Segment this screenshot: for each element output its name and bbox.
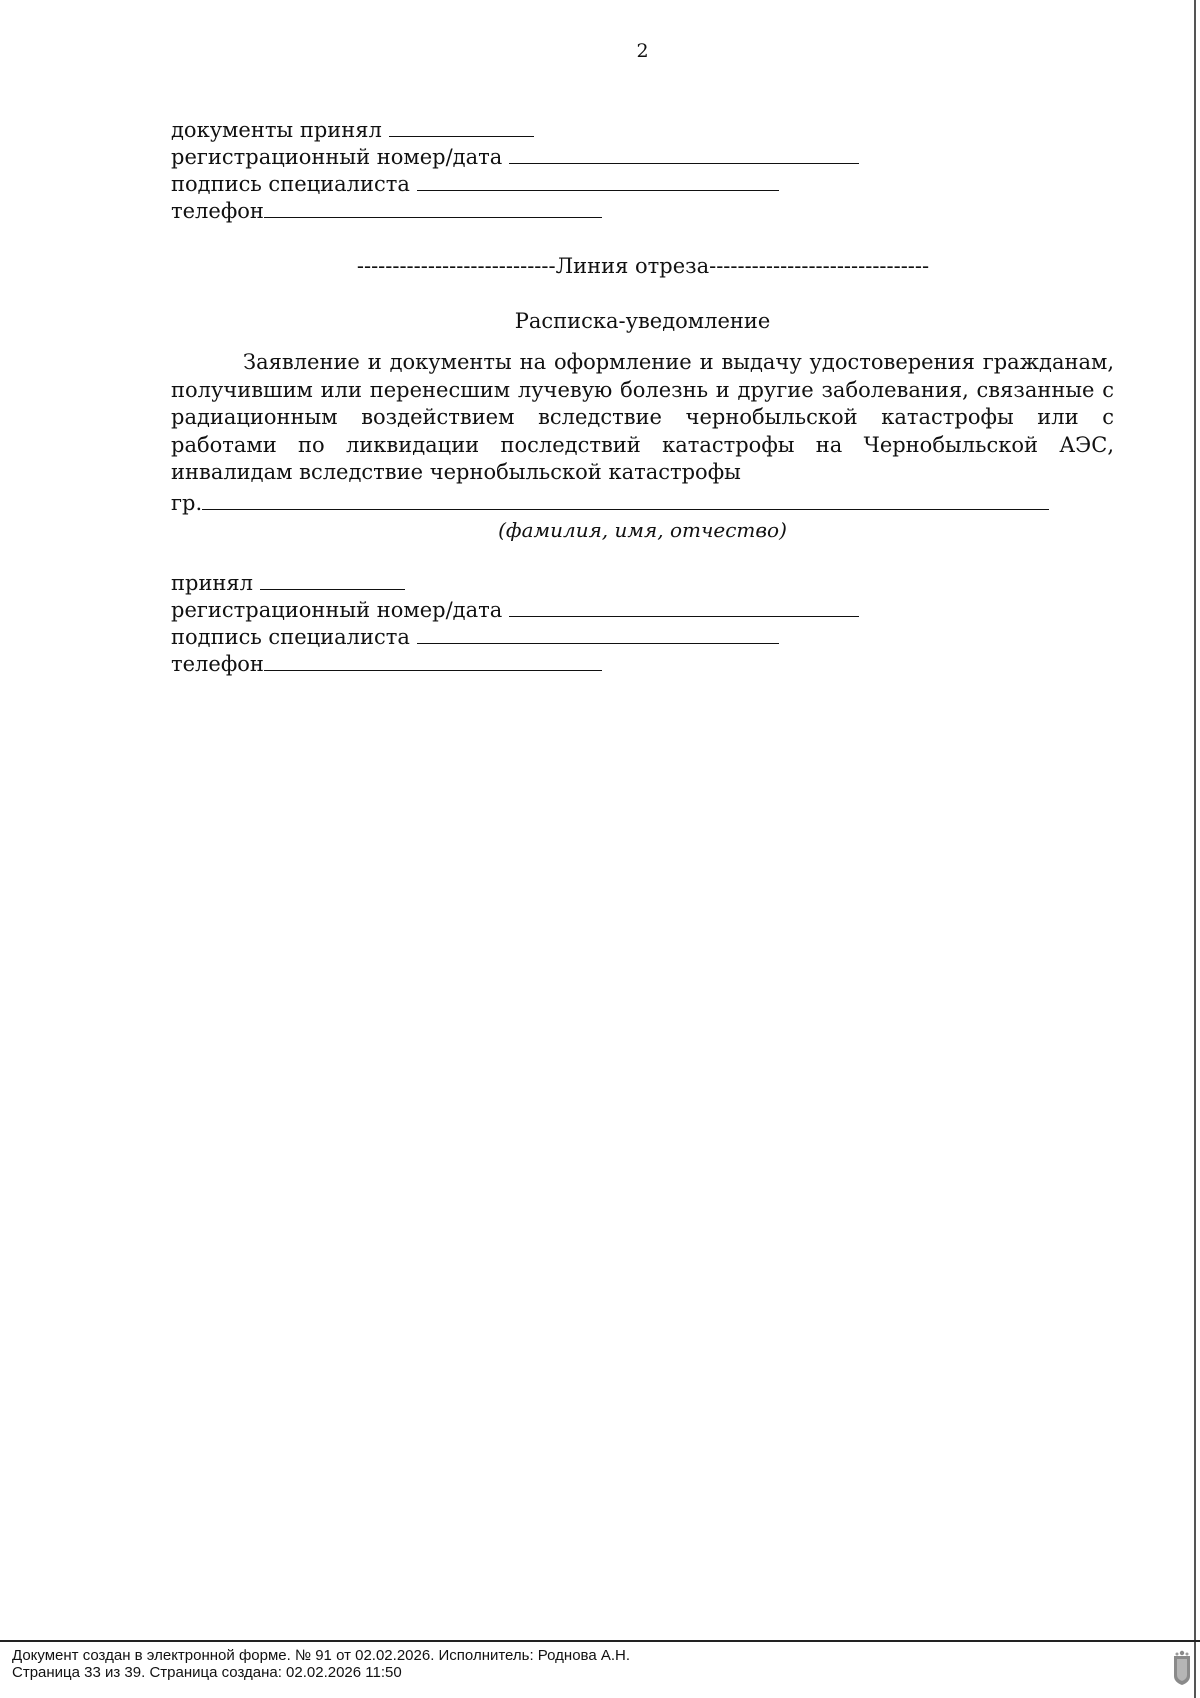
phone-blank[interactable] (264, 197, 602, 218)
page-edge (1194, 0, 1196, 1698)
reg-line-top (171, 143, 859, 171)
cut-line: ----------------------------Линия отреза------------------------------- (356, 254, 930, 278)
phone-label: телефон (171, 199, 264, 223)
reg-label: регистрационный номер/дата (171, 598, 503, 622)
citizen-name-blank[interactable] (202, 489, 1049, 510)
phone-line-bottom (171, 650, 602, 678)
citizen-hint: (фамилия, имя, отчество) (498, 518, 787, 542)
signature-line-bottom (171, 623, 779, 651)
accepted-label: документы принял (171, 118, 382, 142)
signature-blank[interactable] (417, 170, 779, 191)
reg-blank[interactable] (509, 143, 859, 164)
signature-label: подпись специалиста (171, 172, 410, 196)
accepted-label: принял (171, 571, 254, 595)
signature-line-top (171, 170, 779, 198)
reg-label: регистрационный номер/дата (171, 145, 503, 169)
accepted-line-top (171, 116, 534, 144)
receipt-body: Заявление и документы на оформление и выдачу удостоверения гражданам, получившим или перенесшим лучевую болезнь и другие заболевания, связанные с радиационным воздействием вследствие чернобыльской катастрофы или с работами по ликвидации последствий катастрофы на Чернобыльской АЭС, инвалидам вследствие чернобыльской катастрофы (171, 350, 1114, 484)
signature-label: подпись специалиста (171, 625, 410, 649)
citizen-prefix: гр. (171, 491, 203, 515)
footer-line-1: Документ создан в электронной форме. № 91 от 02.02.2026. Исполнитель: Роднова А.Н. (12, 1647, 631, 1664)
accepted-blank[interactable] (389, 116, 534, 137)
reg-line-bottom (171, 596, 859, 624)
footer-rule (0, 1640, 1200, 1642)
accepted-blank[interactable] (260, 569, 405, 590)
footer-line-2: Страница 33 из 39. Страница создана: 02.02.2026 11:50 (12, 1664, 402, 1681)
accepted-line-bottom (171, 569, 405, 597)
phone-blank[interactable] (264, 650, 602, 671)
reg-blank[interactable] (509, 596, 859, 617)
phone-label: телефон (171, 652, 264, 676)
receipt-title: Расписка-уведомление (514, 309, 771, 333)
signature-blank[interactable] (417, 623, 779, 644)
page-number: 2 (636, 40, 649, 62)
phone-line-top (171, 197, 602, 225)
citizen-line (171, 489, 1049, 517)
coat-of-arms-icon (1171, 1650, 1193, 1686)
footer (12, 1647, 630, 1681)
